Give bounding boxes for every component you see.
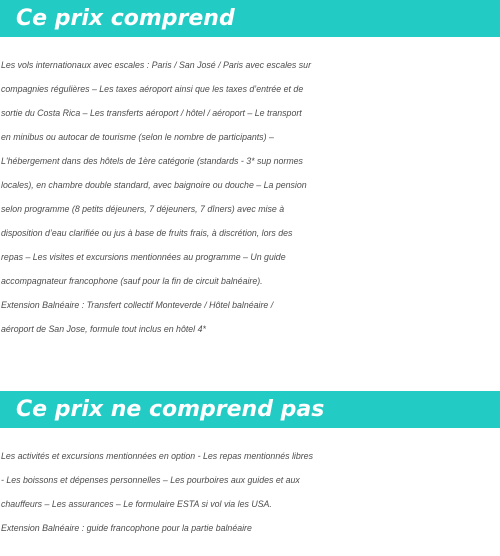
not-included-text-line: chauffeurs – Les assurances – Le formulaire ESTA si vol via les USA.	[1, 499, 272, 509]
included-text-line: L'hébergement dans des hôtels de 1ère catégorie (standards - 3* sup normes	[1, 156, 303, 166]
not-included-text-line: - Les boissons et dépenses personnelles – Les pourboires aux guides et aux	[1, 475, 300, 485]
included-text-line: repas – Les visites et excursions mentionnées au programme – Un guide	[1, 252, 286, 262]
included-text-line: sortie du Costa Rica – Les transferts aéroport / hôtel / aéroport – Le transport	[1, 108, 302, 118]
included-text-line: compagnies régulières – Les taxes aéroport ainsi que les taxes d’entrée et de	[1, 84, 304, 94]
included-text-line: en minibus ou autocar de tourisme (selon le nombre de participants) –	[1, 132, 274, 142]
included-section-text	[1, 53, 499, 341]
included-text-line: aéroport de San Jose, formule tout inclus en hôtel 4*	[1, 324, 206, 334]
not-included-text-line: Extension Balnéaire : guide francophone pour la partie balnéaire	[1, 523, 252, 533]
included-text-line: locales), en chambre double standard, avec baignoire ou douche – La pension	[1, 180, 307, 190]
not-included-section-text	[1, 444, 499, 540]
included-text-line: selon programme (8 petits déjeuners, 7 déjeuners, 7 dîners) avec mise à	[1, 204, 285, 214]
included-text-line: disposition d’eau clarifiée ou jus à base de fruits frais, à discrétion, lors des	[1, 228, 293, 238]
not-included-section-title: Ce prix ne comprend pas	[0, 391, 500, 428]
included-text-line: Les vols internationaux avec escales : Paris / San José / Paris avec escales sur	[1, 60, 311, 70]
included-text-line: Extension Balnéaire : Transfert collectif Monteverde / Hôtel balnéaire /	[1, 300, 274, 310]
not-included-text-line: Les activités et excursions mentionnées en option - Les repas mentionnés libres	[1, 451, 313, 461]
included-text-line: accompagnateur francophone (sauf pour la fin de circuit balnéaire).	[1, 276, 263, 286]
included-section-title: Ce prix comprend	[0, 0, 500, 37]
